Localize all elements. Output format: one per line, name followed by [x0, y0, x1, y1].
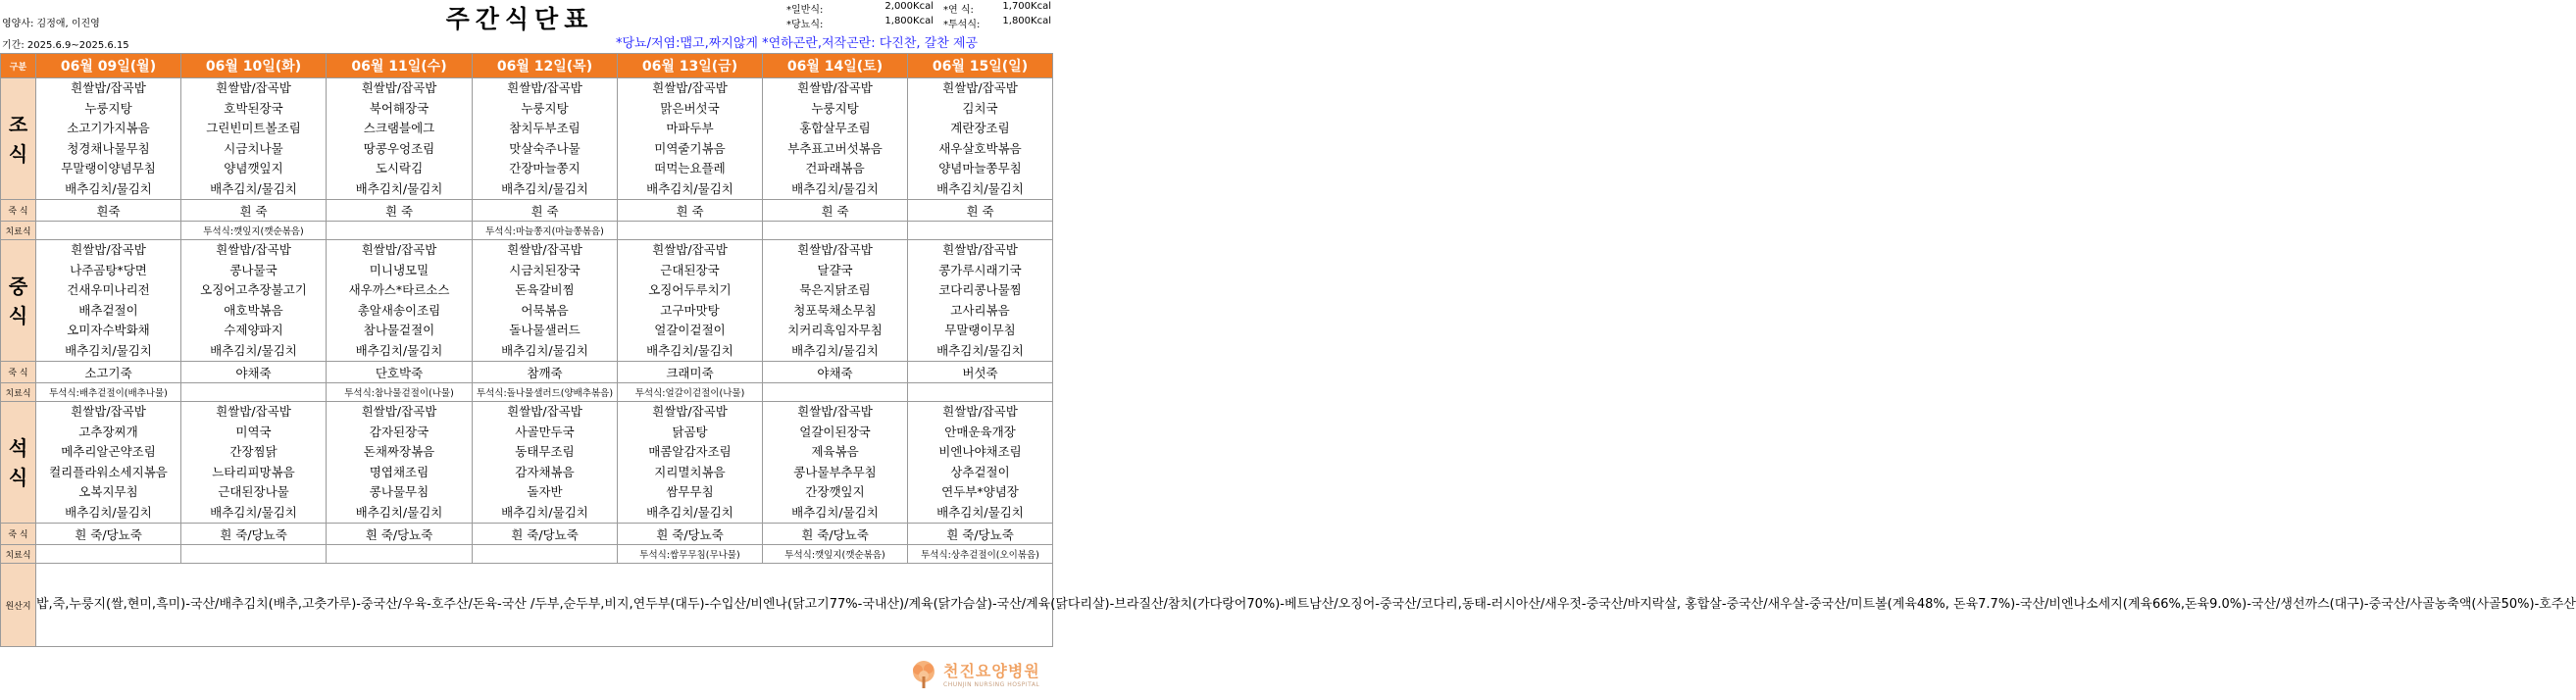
dish-item: 배추김치/물김치 — [501, 342, 588, 358]
dish-item: 도시락김 — [375, 161, 424, 175]
therapy-item: 투석식:참나물겉절이(나물) — [327, 383, 473, 402]
day-dishes — [36, 78, 181, 200]
dish-item: 맛살숙주나물 — [509, 140, 581, 156]
day-dishes — [36, 402, 181, 524]
dish-item: 수제양파지 — [224, 323, 283, 337]
dish-item: 배추김치/물김치 — [646, 180, 733, 196]
dish-item: 미니냉모밀 — [369, 262, 429, 277]
day-dishes — [327, 78, 473, 200]
dish-item: 흰쌀밥/잡곡밥 — [942, 404, 1018, 419]
day-dishes — [763, 402, 908, 524]
dish-item: 흰쌀밥/잡곡밥 — [71, 242, 146, 257]
dish-item: 흰쌀밥/잡곡밥 — [71, 80, 146, 95]
therapy-label: 치료식 — [1, 383, 36, 402]
therapy-row — [1, 222, 1053, 240]
dish-item: 묵은지닭조림 — [799, 282, 871, 297]
dish-item: 쌈무무침 — [666, 484, 714, 499]
dish-item: 상추겉절이 — [950, 464, 1010, 479]
origin-label: 원산지 — [1, 564, 36, 647]
day-dishes — [618, 240, 763, 362]
hospital-logo — [908, 657, 1055, 696]
porridge-item: 소고기죽 — [36, 362, 181, 383]
day-dishes — [908, 78, 1053, 200]
dish-item: 땅콩우엉조림 — [363, 140, 435, 156]
dish-item: 근대된장국 — [660, 262, 720, 277]
dish-item: 청경채나물무침 — [67, 140, 150, 156]
dish-item: 돈채짜장볶음 — [363, 444, 435, 459]
dish-item: 시금치된장국 — [509, 262, 581, 277]
dish-item: 고추장찌개 — [78, 424, 138, 439]
dish-item: 비엔나야채조림 — [938, 444, 1022, 459]
porridge-item: 참깨죽 — [473, 362, 618, 383]
meal-row — [1, 240, 1053, 362]
porridge-item: 단호박죽 — [327, 362, 473, 383]
dish-item: 미역줄기볶음 — [654, 140, 726, 156]
dish-item: 흰쌀밥/잡곡밥 — [216, 242, 291, 257]
day-header: 06월 10일(화) — [181, 54, 327, 78]
dietitian-names: 영양사: 김정애, 이진영 — [2, 19, 100, 29]
page-title: 주간식단표 — [445, 5, 594, 33]
day-dishes — [327, 240, 473, 362]
calorie-value: 1,700Kcal — [1002, 1, 1051, 12]
dish-item: 근대된장나물 — [218, 484, 289, 499]
day-dishes — [181, 240, 327, 362]
logo-subtitle: CHUNJIN NURSING HOSPITAL — [943, 681, 1040, 688]
dish-item: 무말랭이무침 — [944, 323, 1016, 337]
origin-text: 밥,죽,누룽지(쌀,현미,흑미)-국산/배추김치(배추,고춧가루)-중국산/우육-호주산/돈육-국산 /두부,순두부,비지,연두부(대두)-수입산/비엔나(닭고기77%-국내산)/계육(닭가슴살)-국산/계육(닭다리살)-브라질산/참치(가다랑어70%)-베트남산/오징어-중국산/코다리,동태-러시아산/새우젓-중국산/바지락살, 홍합살-중국산/새우살-중국산/미트볼(계육48%, 돈육7.7%)-국산/비엔나소세지(계육66%,돈육9.0%)-국산/생선까스(대구)-중국산/사골농축액(사골50%)-호주산 — [36, 564, 1053, 647]
porridge-item: 흰 죽 — [763, 200, 908, 222]
dish-item: 치커리흑임자무침 — [787, 323, 883, 337]
dish-item: 참치두부조림 — [509, 121, 581, 135]
day-header: 06월 11일(수) — [327, 54, 473, 78]
day-dishes — [763, 240, 908, 362]
dish-item: 배추김치/물김치 — [210, 180, 297, 196]
day-dishes — [36, 240, 181, 362]
dish-item: 떠먹는요플레 — [654, 161, 726, 175]
origin-row — [1, 564, 1053, 647]
dish-item: 오복지무침 — [78, 484, 138, 499]
dish-item: 호박된장국 — [224, 100, 283, 116]
dish-item: 안매운육개장 — [944, 424, 1016, 439]
dish-item: 느타리피망볶음 — [212, 464, 295, 479]
meal-label-char: 중 — [8, 274, 28, 298]
dish-item: 누룽지탕 — [811, 100, 859, 116]
calorie-diabetic — [786, 16, 934, 30]
therapy-row — [1, 383, 1053, 402]
dish-item: 감자된장국 — [369, 424, 429, 439]
dish-item: 배추겉절이 — [78, 302, 138, 318]
porridge-label: 죽 식 — [1, 362, 36, 383]
dish-item: 배추김치/물김치 — [65, 504, 152, 520]
dish-item: 배추김치/물김치 — [791, 180, 879, 196]
calorie-dialysis — [943, 16, 1051, 30]
meal-row — [1, 402, 1053, 524]
dish-item: 배추김치/물김치 — [791, 504, 879, 520]
dish-item: 미역국 — [235, 424, 272, 439]
therapy-item: 투석식:얼갈이겉절이(나물) — [618, 383, 763, 402]
therapy-item: 투석식:상추겉절이(오이볶음) — [908, 545, 1053, 564]
therapy-item: 투석식:쌈무무침(무나물) — [618, 545, 763, 564]
calorie-general — [786, 1, 934, 16]
porridge-item: 흰 죽/당뇨죽 — [908, 524, 1053, 545]
therapy-item — [181, 545, 327, 564]
dish-item: 배추김치/물김치 — [65, 180, 152, 196]
day-dishes — [181, 78, 327, 200]
porridge-item: 야채죽 — [181, 362, 327, 383]
calorie-value: 1,800Kcal — [1002, 16, 1051, 26]
porridge-item: 야채죽 — [763, 362, 908, 383]
dish-item: 콩나물국 — [229, 262, 278, 277]
dish-item: 시금치나물 — [224, 140, 283, 156]
therapy-item — [908, 222, 1053, 240]
dish-item: 사골만두국 — [515, 424, 575, 439]
therapy-item: 투석식:배추겉절이(배추나물) — [36, 383, 181, 402]
dish-item: 배추김치/물김치 — [501, 180, 588, 196]
day-header-row — [1, 54, 1053, 78]
dish-item: 돈육갈비찜 — [515, 282, 575, 297]
dish-item: 건파래볶음 — [805, 161, 865, 175]
calorie-label: *투석식: — [943, 20, 981, 30]
therapy-label: 치료식 — [1, 222, 36, 240]
therapy-item — [327, 222, 473, 240]
dish-item: 누룽지탕 — [84, 100, 132, 116]
therapy-item — [763, 222, 908, 240]
porridge-label: 죽 식 — [1, 524, 36, 545]
dish-item: 계란장조림 — [950, 121, 1010, 135]
therapy-item — [763, 383, 908, 402]
dish-item: 고사리볶음 — [950, 302, 1010, 318]
porridge-item: 흰 죽 — [618, 200, 763, 222]
logo-name: 천진요양병원 — [943, 662, 1040, 680]
dish-item: 맑은버섯국 — [660, 100, 720, 116]
day-dishes — [473, 402, 618, 524]
dish-item: 배추김치/물김치 — [501, 504, 588, 520]
therapy-item — [473, 545, 618, 564]
porridge-item: 흰 죽/당뇨죽 — [473, 524, 618, 545]
dish-item: 양념깻잎지 — [224, 161, 283, 175]
day-dishes — [327, 402, 473, 524]
dish-item: 양념마늘쫑무침 — [938, 161, 1022, 175]
dish-item: 메추리알곤약조림 — [61, 444, 156, 459]
therapy-item — [36, 222, 181, 240]
porridge-row — [1, 362, 1053, 383]
meal-label-char: 석 — [8, 435, 28, 460]
dish-item: 김치국 — [962, 100, 998, 116]
diet-notice: *당뇨/저염:맵고,짜지않게 *연하곤란,저작곤란: 다진찬, 갈찬 제공 — [616, 36, 979, 51]
dish-item: 흰쌀밥/잡곡밥 — [361, 404, 437, 419]
dish-item: 배추김치/물김치 — [936, 504, 1024, 520]
therapy-item: 투석식:깻잎지(깻순볶음) — [763, 545, 908, 564]
dish-item: 배추김치/물김치 — [646, 342, 733, 358]
dish-item: 지리멸치볶음 — [654, 464, 726, 479]
dish-item: 오징어두루치기 — [648, 282, 732, 297]
meal-label-char: 조 — [8, 112, 28, 136]
dish-item: 부추표고버섯볶음 — [787, 140, 883, 156]
dish-item: 청포묵채소무침 — [793, 302, 877, 318]
porridge-row — [1, 200, 1053, 222]
dish-item: 소고기가지볶음 — [67, 121, 150, 135]
porridge-item: 흰 죽/당뇨죽 — [181, 524, 327, 545]
porridge-row — [1, 524, 1053, 545]
dish-item: 매콤알감자조림 — [648, 444, 732, 459]
calorie-value: 1,800Kcal — [884, 16, 934, 26]
therapy-item — [327, 545, 473, 564]
weekly-menu-table — [0, 53, 2576, 647]
dish-item: 북어해장국 — [369, 100, 429, 116]
day-header: 06월 13일(금) — [618, 54, 763, 78]
meal-row — [1, 78, 1053, 200]
day-dishes — [618, 78, 763, 200]
dish-item: 흰쌀밥/잡곡밥 — [797, 80, 873, 95]
dish-item: 배추김치/물김치 — [791, 342, 879, 358]
therapy-item: 투석식:돌나물샐러드(양배추볶음) — [473, 383, 618, 402]
dish-item: 참나물겉절이 — [363, 323, 435, 337]
day-dishes — [763, 78, 908, 200]
dish-item: 달걀국 — [817, 262, 853, 277]
dish-item: 명엽채조림 — [369, 464, 429, 479]
dish-item: 그린빈미트볼조림 — [206, 121, 301, 135]
day-dishes — [908, 402, 1053, 524]
dish-item: 고구마맛탕 — [660, 302, 720, 318]
dish-item: 마파두부 — [666, 121, 714, 135]
dish-item: 흰쌀밥/잡곡밥 — [942, 80, 1018, 95]
dish-item: 배추김치/물김치 — [355, 504, 443, 520]
therapy-item: 투석식:깻잎지(깻순볶음) — [181, 222, 327, 240]
therapy-row — [1, 545, 1053, 564]
day-dishes — [908, 240, 1053, 362]
dish-item: 간장찜닭 — [229, 444, 278, 459]
corner-label: 구분 — [1, 54, 36, 78]
porridge-item: 흰 죽/당뇨죽 — [327, 524, 473, 545]
dish-item: 흰쌀밥/잡곡밥 — [652, 80, 728, 95]
day-header: 06월 14일(토) — [763, 54, 908, 78]
porridge-item: 흰 죽 — [473, 200, 618, 222]
porridge-item: 버섯죽 — [908, 362, 1053, 383]
dish-item: 흰쌀밥/잡곡밥 — [797, 242, 873, 257]
dish-item: 배추김치/물김치 — [936, 342, 1024, 358]
dish-item: 콩가루시래기국 — [938, 262, 1022, 277]
day-dishes — [473, 240, 618, 362]
dish-item: 돌나물샐러드 — [509, 323, 581, 337]
dish-item: 동태무조림 — [515, 444, 575, 459]
dish-item: 흰쌀밥/잡곡밥 — [216, 404, 291, 419]
calorie-soft — [943, 1, 1051, 16]
menu-period: 기간: 2025.6.9~2025.6.15 — [2, 40, 129, 51]
therapy-item — [36, 545, 181, 564]
dish-item: 흰쌀밥/잡곡밥 — [507, 242, 582, 257]
dish-item: 어묵볶음 — [521, 302, 569, 318]
dish-item: 배추김치/물김치 — [355, 342, 443, 358]
porridge-item: 흰 죽 — [181, 200, 327, 222]
dish-item: 흰쌀밥/잡곡밥 — [361, 80, 437, 95]
meal-label — [1, 78, 36, 200]
dish-item: 코다리콩나물찜 — [938, 282, 1022, 297]
dish-item: 새우살호박볶음 — [938, 140, 1022, 156]
porridge-item: 크래미죽 — [618, 362, 763, 383]
porridge-item: 흰 죽/당뇨죽 — [36, 524, 181, 545]
dish-item: 감자채볶음 — [515, 464, 575, 479]
meal-label-char: 식 — [8, 303, 28, 327]
dish-item: 얼갈이된장국 — [799, 424, 871, 439]
dish-item: 흰쌀밥/잡곡밥 — [361, 242, 437, 257]
dish-item: 누룽지탕 — [521, 100, 569, 116]
dish-item: 흰쌀밥/잡곡밥 — [507, 404, 582, 419]
dish-item: 흰쌀밥/잡곡밥 — [797, 404, 873, 419]
tree-logo-icon — [908, 659, 939, 690]
porridge-item: 흰 죽 — [908, 200, 1053, 222]
therapy-item — [618, 222, 763, 240]
day-dishes — [473, 78, 618, 200]
calorie-label: *당뇨식: — [786, 20, 824, 30]
dish-item: 오미자수박화채 — [67, 323, 150, 337]
meal-label-char: 식 — [8, 465, 28, 489]
dish-item: 연두부*양념장 — [941, 484, 1019, 499]
porridge-label: 죽 식 — [1, 200, 36, 222]
therapy-label: 치료식 — [1, 545, 36, 564]
porridge-item: 흰 죽/당뇨죽 — [618, 524, 763, 545]
dish-item: 총알새송이조림 — [357, 302, 441, 318]
dish-item: 얼갈이겉절이 — [654, 323, 726, 337]
dish-item: 콩나물부추무침 — [793, 464, 877, 479]
day-header: 06월 09일(월) — [36, 54, 181, 78]
therapy-item: 투석식:마늘쫑지(마늘쫑볶음) — [473, 222, 618, 240]
meal-label-char: 식 — [8, 141, 28, 166]
calorie-label: *일반식: — [786, 5, 824, 16]
porridge-item: 흰 죽/당뇨죽 — [763, 524, 908, 545]
meal-label — [1, 240, 36, 362]
meal-label — [1, 402, 36, 524]
dish-item: 콩나물무침 — [369, 484, 429, 499]
day-dishes — [181, 402, 327, 524]
porridge-item: 흰 죽 — [327, 200, 473, 222]
dish-item: 흰쌀밥/잡곡밥 — [507, 80, 582, 95]
dish-item: 애호박볶음 — [224, 302, 283, 318]
porridge-item: 흰죽 — [36, 200, 181, 222]
dish-item: 간장마늘쫑지 — [509, 161, 581, 175]
dish-item: 닭곰탕 — [672, 424, 708, 439]
dish-item: 나주곰탕*당면 — [70, 262, 147, 277]
dish-item: 흰쌀밥/잡곡밥 — [652, 404, 728, 419]
dish-item: 건새우미나리전 — [67, 282, 150, 297]
dish-item: 배추김치/물김치 — [210, 504, 297, 520]
dish-item: 흰쌀밥/잡곡밥 — [942, 242, 1018, 257]
dish-item: 흰쌀밥/잡곡밥 — [216, 80, 291, 95]
dish-item: 배추김치/물김치 — [210, 342, 297, 358]
calorie-value: 2,000Kcal — [884, 1, 934, 12]
dish-item: 배추김치/물김치 — [355, 180, 443, 196]
therapy-item — [908, 383, 1053, 402]
dish-item: 오징어고추장불고기 — [200, 282, 307, 297]
day-dishes — [618, 402, 763, 524]
calorie-label: *연 식: — [943, 5, 974, 16]
dish-item: 돌자반 — [527, 484, 563, 499]
dish-item: 배추김치/물김치 — [65, 342, 152, 358]
dish-item: 홍합살무조림 — [799, 121, 871, 135]
therapy-item — [181, 383, 327, 402]
day-header: 06월 12일(목) — [473, 54, 618, 78]
dish-item: 간장깻잎지 — [805, 484, 865, 499]
dish-item: 새우까스*타르소스 — [348, 282, 450, 297]
dish-item: 무말랭이양념무침 — [61, 161, 156, 175]
day-header: 06월 15일(일) — [908, 54, 1053, 78]
dish-item: 제육볶음 — [811, 444, 859, 459]
header — [0, 0, 1057, 51]
dish-item: 배추김치/물김치 — [646, 504, 733, 520]
dish-item: 흰쌀밥/잡곡밥 — [71, 404, 146, 419]
dish-item: 컬리플라워소세지볶음 — [49, 464, 168, 479]
dish-item: 배추김치/물김치 — [936, 180, 1024, 196]
dish-item: 스크램블에그 — [363, 121, 435, 135]
dish-item: 흰쌀밥/잡곡밥 — [652, 242, 728, 257]
